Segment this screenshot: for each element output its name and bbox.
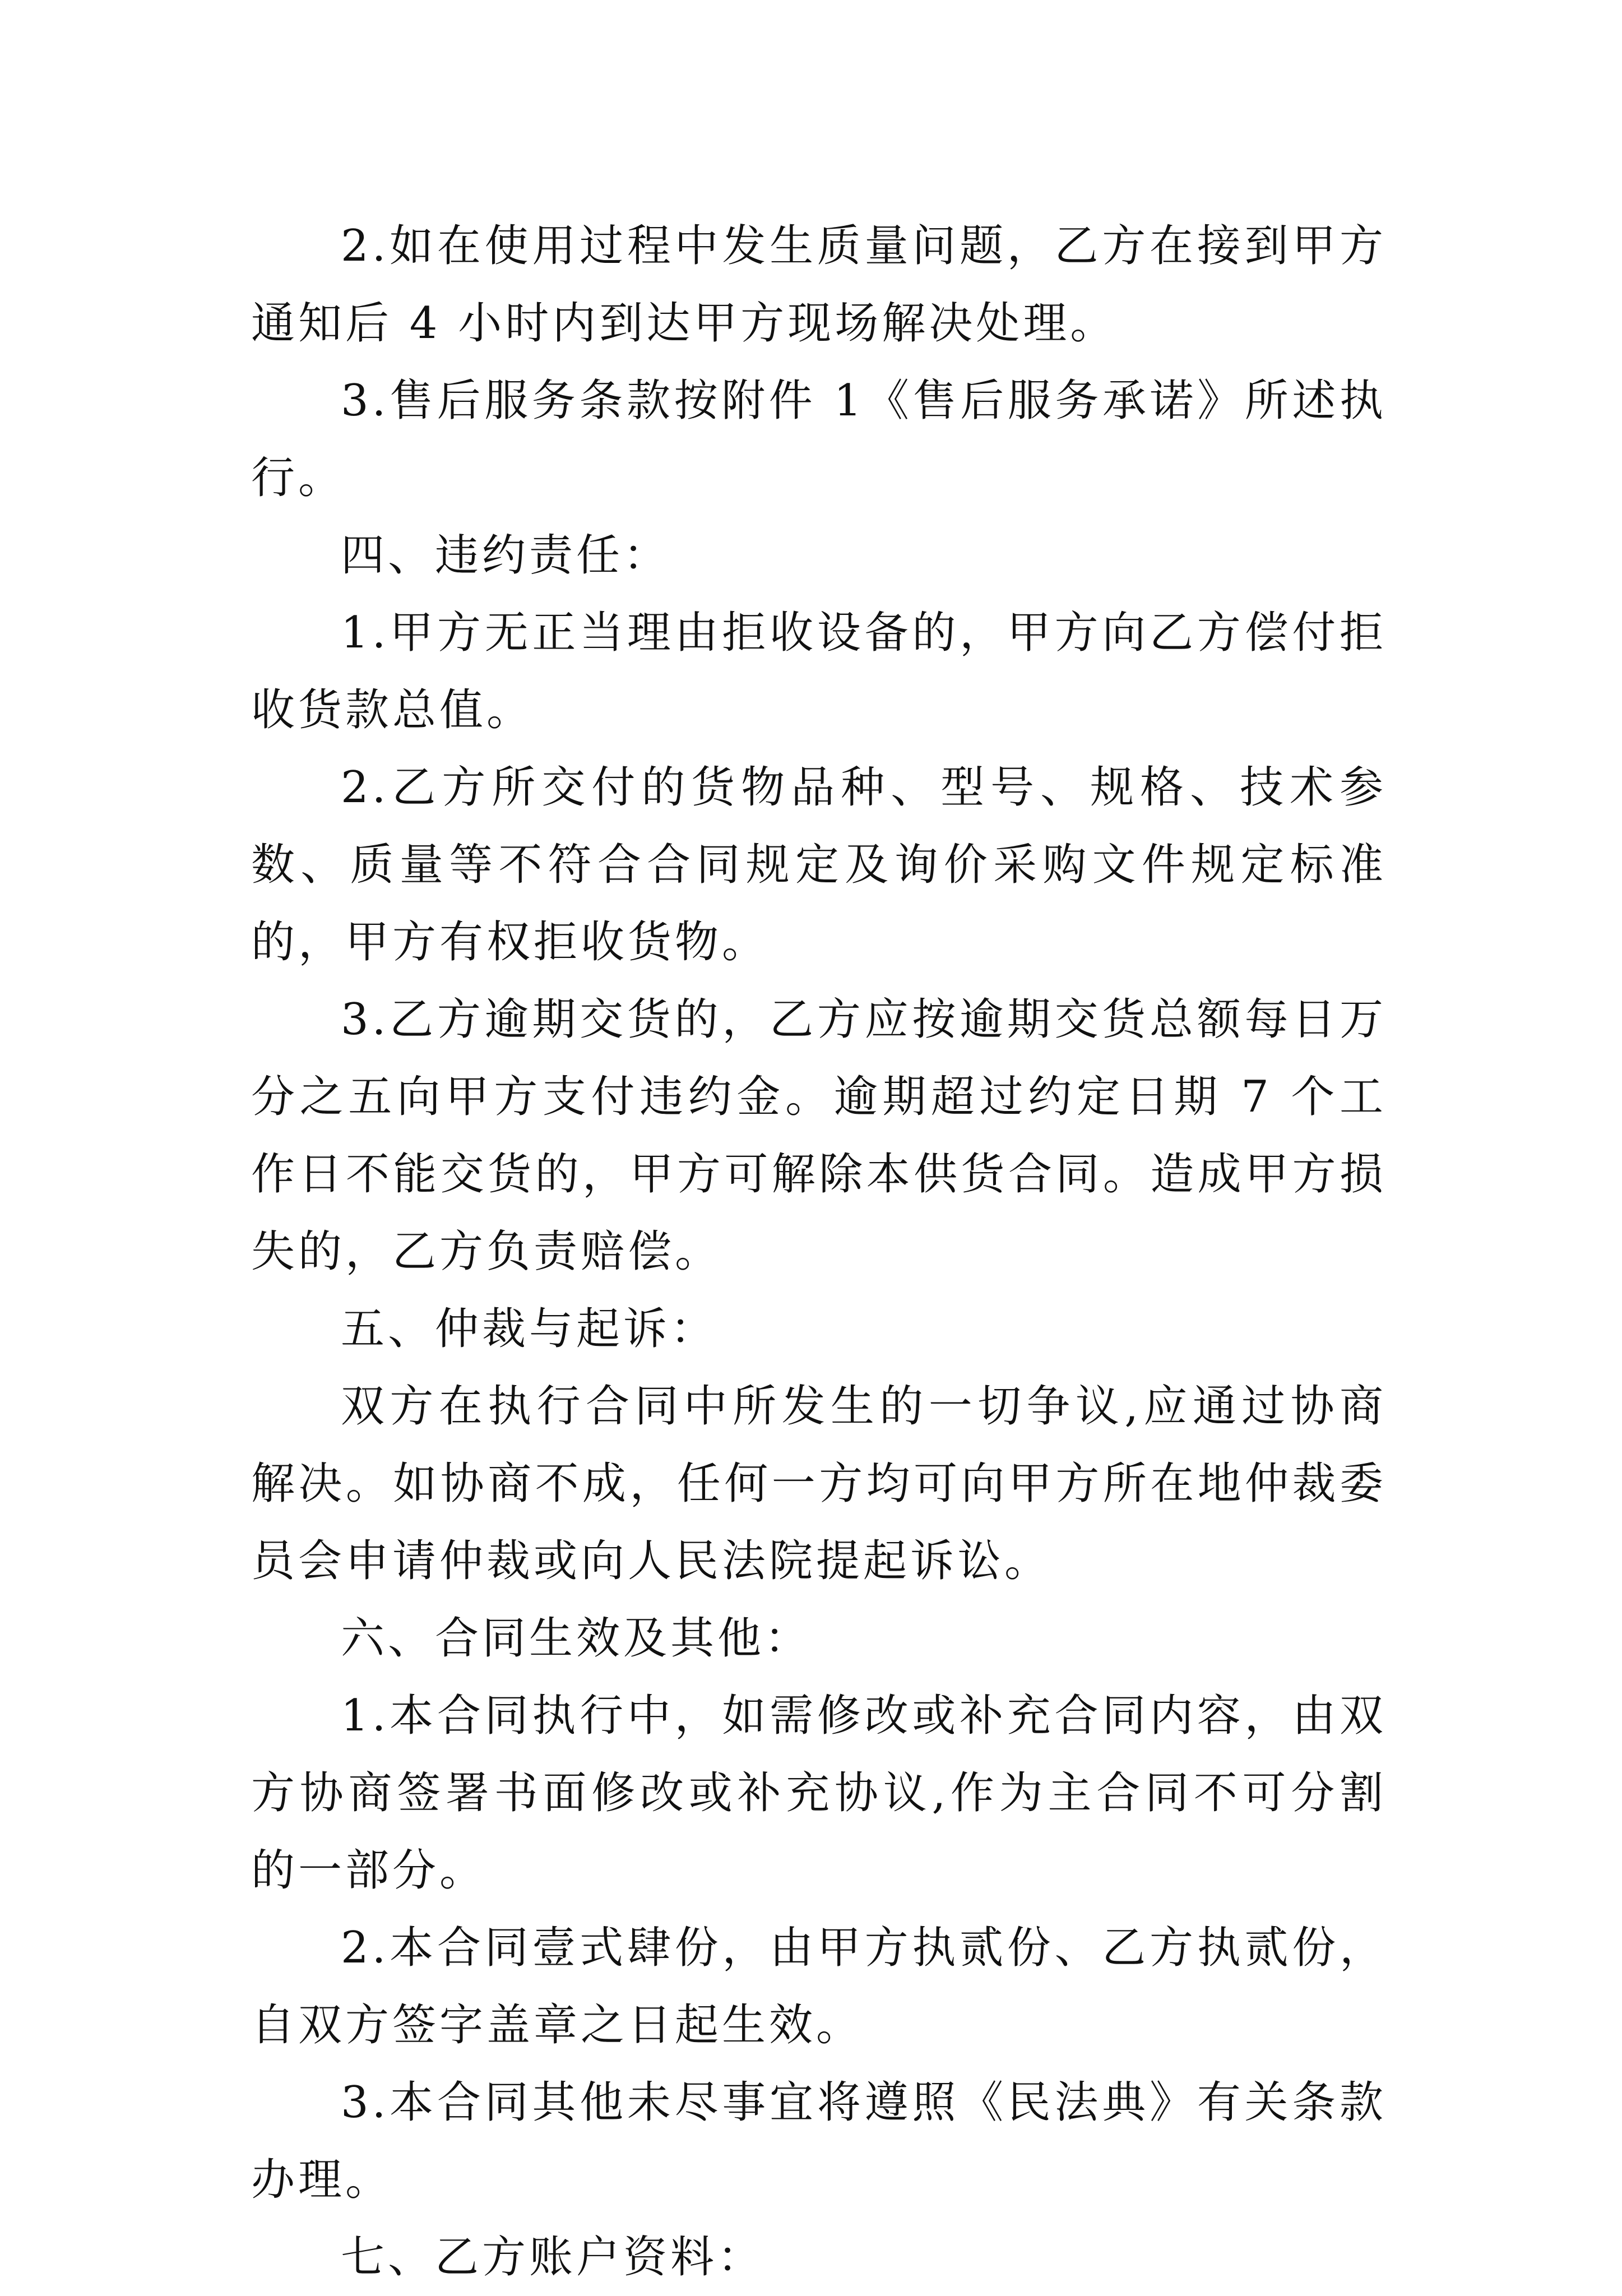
contract-body: [251, 207, 1387, 2296]
clause-arbitration: 双方在执行合同中所发生的一切争议,应通过协商解决。如协商不成，任何一方均可向甲方所在地仲裁委员会申请仲裁或向人民法院提起诉讼。: [251, 1381, 1387, 1586]
clause-after-sales-quality: 2.如在使用过程中发生质量问题，乙方在接到甲方通知后 4 小时内到达甲方现场解决处理。: [251, 221, 1387, 349]
section-heading-arbitration: 五、仲裁与起诉：: [341, 1304, 718, 1354]
section-heading-breach: 四、违约责任：: [341, 530, 671, 581]
section-heading-effectiveness: 六、合同生效及其他：: [341, 1613, 812, 1664]
section-heading-account-info: 七、乙方账户资料：: [341, 2232, 765, 2283]
clause-after-sales-terms: 3.售后服务条款按附件 1《售后服务承诺》所述执行。: [251, 376, 1387, 503]
clause-breach-3: 3.乙方逾期交货的，乙方应按逾期交货总额每日万分之五向甲方支付违约金。逾期超过约定日期 7 个工作日不能交货的，甲方可解除本供货合同。造成甲方损失的，乙方负责赔偿。: [251, 994, 1387, 1277]
clause-breach-1: 1.甲方无正当理由拒收设备的，甲方向乙方偿付拒收货款总值。: [251, 608, 1387, 735]
clause-effectiveness-1: 1.本合同执行中，如需修改或补充合同内容，由双方协商签署书面修改或补充协议,作为主合同不可分割的一部分。: [251, 1691, 1387, 1896]
clause-effectiveness-3: 3.本合同其他未尽事宜将遵照《民法典》有关条款办理。: [251, 2077, 1387, 2205]
clause-breach-2: 2.乙方所交付的货物品种、型号、规格、技术参数、质量等不符合合同规定及询价采购文件规定标准的，甲方有权拒收货物。: [251, 762, 1387, 968]
clause-effectiveness-2: 2.本合同壹式肆份，由甲方执贰份、乙方执贰份，自双方签字盖章之日起生效。: [251, 1923, 1387, 2050]
